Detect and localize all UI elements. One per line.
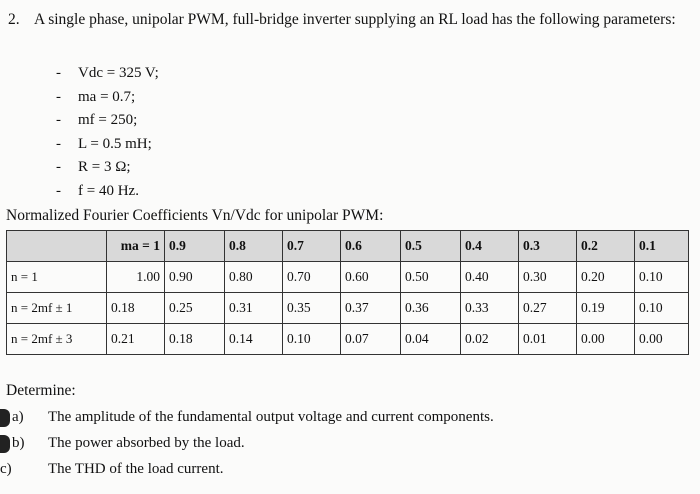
parameter-item [56,86,159,110]
parameter-item [56,62,159,86]
bullet-dash: - [56,135,61,152]
table-cell: 0.30 [519,262,577,293]
table-row [7,262,689,293]
task-marker: a) [0,404,30,430]
table-header-cell: 0.1 [635,231,689,262]
table-row [7,293,689,324]
parameter-ma: ma = 0.7; [78,88,136,105]
table-header-cell: ma = 1 [107,231,165,262]
table-cell: 0.50 [401,262,461,293]
table-cell: 0.04 [401,324,461,355]
parameter-r: R = 3 Ω; [78,159,131,175]
table-cell: 0.00 [577,324,635,355]
task-text: The power absorbed by the load. [48,435,245,451]
table-cell: 0.10 [635,293,689,324]
question-number: 2. [8,11,20,28]
table-header-cell: 0.2 [577,231,635,262]
table-cell: 0.07 [341,324,401,355]
table-cell: 0.36 [401,293,461,324]
parameter-l: L = 0.5 mH; [78,135,152,152]
table-cell: 0.31 [225,293,283,324]
table-cell: 0.18 [107,293,165,324]
bullet-dash: - [56,65,61,81]
table-cell: 0.27 [519,293,577,324]
task-marker: c) [0,461,12,477]
parameter-list [56,62,159,203]
table-header-cell: 0.9 [165,231,225,262]
determine-heading: Determine: [6,382,76,399]
table-header-cell: 0.6 [341,231,401,262]
table-cell: 1.00 [107,262,165,293]
table-cell: 0.21 [107,324,165,355]
table-cell: 0.90 [165,262,225,293]
table-cell: 0.10 [635,262,689,293]
table-header-cell: 0.7 [283,231,341,262]
task-text: The THD of the load current. [48,461,224,477]
scan-blot-icon [0,409,10,427]
parameter-vdc: Vdc = 325 V; [78,65,159,81]
bullet-dash: - [56,88,61,105]
table-header-cell: 0.3 [519,231,577,262]
table-cell: 0.35 [283,293,341,324]
table-cell: 0.02 [461,324,519,355]
table-cell: 0.40 [461,262,519,293]
table-cell: 0.70 [283,262,341,293]
task-text: The amplitude of the fundamental output voltage and current components. [48,409,494,425]
table-cell: 0.25 [165,293,225,324]
fourier-coefficient-table [6,230,689,355]
table-cell: 0.00 [635,324,689,355]
parameter-item [56,133,159,157]
bullet-dash: - [56,182,61,199]
table-header-cell: 0.4 [461,231,519,262]
row-label: n = 2mf ± 1 [7,293,107,324]
table-cell: 0.18 [165,324,225,355]
table-cell: 0.10 [283,324,341,355]
table-cell: 0.19 [577,293,635,324]
question-text: A single phase, unipolar PWM, full-bridge inverter supplying an RL load has the following parameters: [34,11,676,28]
table-header-cell: 0.5 [401,231,461,262]
bullet-dash: - [56,159,61,175]
parameter-item [56,109,159,133]
scan-blot-icon [0,435,10,453]
table-cell: 0.60 [341,262,401,293]
table-cell: 0.33 [461,293,519,324]
table-cell: 0.14 [225,324,283,355]
parameter-f: f = 40 Hz. [78,182,139,199]
table-cell: 0.01 [519,324,577,355]
parameter-mf: mf = 250; [78,112,138,128]
table-header-row [7,231,689,262]
task-marker: b) [0,430,30,456]
table-title: Normalized Fourier Coefficients Vn/Vdc for unipolar PWM: [6,207,384,224]
row-label: n = 1 [7,262,107,293]
table-header-cell: 0.8 [225,231,283,262]
table-header-cell [7,231,107,262]
table-cell: 0.37 [341,293,401,324]
parameter-item [56,180,159,204]
table-row [7,324,689,355]
bullet-dash: - [56,112,61,128]
table-cell: 0.80 [225,262,283,293]
table-cell: 0.20 [577,262,635,293]
row-label: n = 2mf ± 3 [7,324,107,355]
parameter-item [56,156,159,180]
